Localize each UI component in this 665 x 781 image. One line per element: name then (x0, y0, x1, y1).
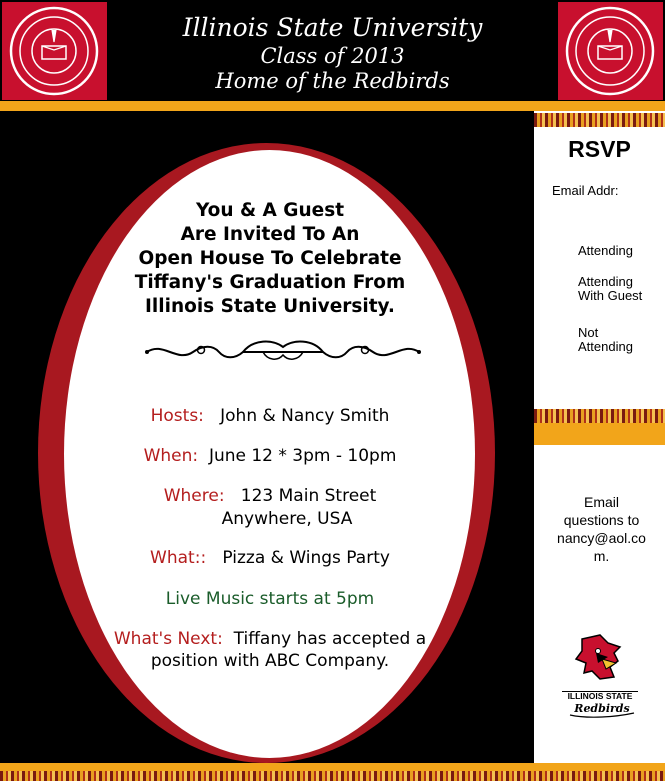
sidebar-top-stripe (534, 113, 665, 127)
rsvp-option-not-line2: Attending (578, 339, 633, 354)
email-questions-line: m. (593, 548, 610, 564)
where-label: Where: (163, 486, 225, 506)
sidebar-gold-band (534, 423, 665, 445)
redbirds-logo (562, 633, 638, 723)
university-seal-left (2, 2, 107, 100)
when-label: When: (143, 446, 199, 466)
invitation-line: Illinois State University. (145, 296, 395, 317)
logo-text-redbirds: Redbirds (574, 702, 630, 715)
email-questions-line: Email (583, 494, 619, 510)
invitation-line: Open House To Celebrate (138, 248, 402, 269)
rsvp-title: RSVP (568, 136, 631, 162)
header-title (110, 12, 555, 94)
where-value-line2: Anywhere, USA (221, 509, 353, 529)
header-title-tagline: Home of the Redbirds (215, 69, 450, 93)
header-title-university: Illinois State University (182, 13, 483, 42)
invitation-line: Tiffany's Graduation From (134, 272, 406, 293)
decorative-flourish-icon (143, 335, 423, 369)
email-questions-address[interactable]: nancy@aol.co (557, 530, 646, 546)
whats-next-value-line1: Tiffany has accepted a (233, 629, 427, 649)
rsvp-option-not-line1: Not (578, 325, 599, 340)
email-questions-note (544, 493, 659, 565)
invitation-line: Are Invited To An (180, 224, 360, 245)
whats-next-label: What's Next: (113, 629, 223, 649)
rsvp-option-not-attending[interactable] (578, 326, 633, 354)
where-value-line1: 123 Main Street (240, 486, 377, 506)
what-label: What:: (150, 548, 207, 568)
rsvp-option-with-guest[interactable] (578, 275, 642, 303)
when-value: June 12 * 3pm - 10pm (208, 446, 397, 466)
header (0, 0, 665, 101)
rsvp-sidebar (534, 111, 665, 763)
university-seal-right (558, 2, 663, 100)
header-gold-divider (0, 101, 665, 111)
live-music-note: Live Music starts at 5pm (165, 589, 375, 609)
invitation-line: You & A Guest (195, 200, 345, 221)
whats-next-row (70, 628, 470, 650)
rsvp-option-attending[interactable]: Attending (578, 243, 633, 258)
hosts-label: Hosts: (150, 406, 204, 426)
where-row (80, 485, 460, 507)
header-title-class: Class of 2013 (260, 44, 405, 68)
what-row (80, 547, 460, 569)
logo-text-university: ILLINOIS STATE (567, 691, 633, 701)
rsvp-option-with-guest-line2: With Guest (578, 288, 643, 303)
footer-stripe (0, 771, 665, 781)
sidebar-mid-stripe (534, 409, 665, 423)
when-row (80, 445, 460, 467)
invitation-message (80, 199, 460, 319)
hosts-value: John & Nancy Smith (220, 406, 390, 426)
rsvp-option-with-guest-line1: Attending (578, 274, 633, 289)
what-value: Pizza & Wings Party (222, 548, 390, 568)
hosts-row (80, 405, 460, 427)
email-address-label: Email Addr: (552, 183, 619, 198)
whats-next-row-2 (70, 650, 470, 672)
footer-gold-bar (0, 763, 665, 781)
email-questions-line: questions to (563, 512, 640, 528)
where-row-2 (80, 508, 460, 530)
whats-next-value-line2: position with ABC Company. (150, 651, 390, 671)
